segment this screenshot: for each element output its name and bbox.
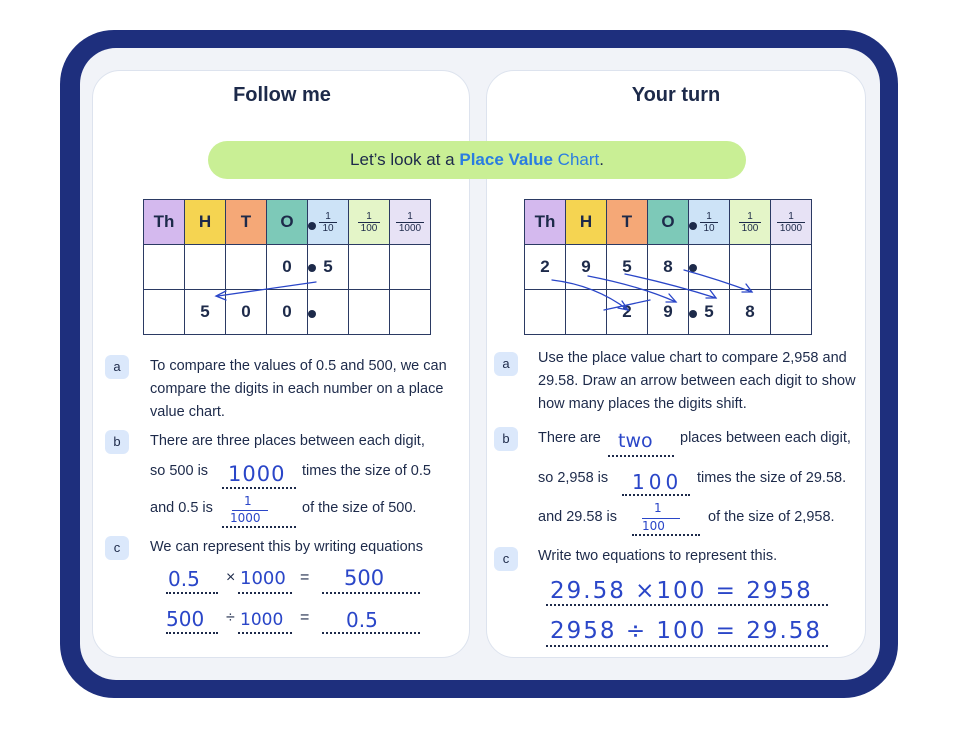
banner-text: Let’s look at a (350, 150, 460, 169)
left-b-line2-post: times the size of 0.5 (302, 463, 431, 479)
right-b-line2-pre: so 2,958 is (538, 470, 609, 486)
left-b-line1: There are three places between each digit, (150, 433, 425, 449)
answer-line (322, 592, 420, 594)
left-eq2-eq: = (300, 609, 310, 626)
decimal-point (308, 310, 316, 318)
header-thousands: Th (144, 200, 185, 245)
answer-line (166, 632, 218, 634)
badge-a: a (105, 355, 129, 379)
table-cell (226, 245, 267, 290)
header-hundredths: $\frac{1}{100}$ (730, 200, 771, 245)
answer-line (322, 632, 420, 634)
table-cell (185, 245, 226, 290)
right-b-answer-places: two (618, 430, 653, 452)
banner-chart: Chart (552, 150, 600, 169)
table-cell: 0 (226, 290, 267, 335)
right-eq1: 29.58 ×100 = 2958 (550, 578, 813, 604)
header-tenths: $\frac{1}{10}$ (689, 200, 730, 245)
header-ones: O (267, 200, 308, 245)
left-b-answer-fraction-num: 1 (244, 494, 252, 508)
follow-me-heading: Follow me (233, 84, 331, 106)
left-eq2-a: 500 (166, 607, 205, 631)
table-cell (390, 245, 431, 290)
header-ones: O (648, 200, 689, 245)
left-eq1-a: 0.5 (168, 567, 200, 591)
badge-b: b (105, 430, 129, 454)
right-question-a: Use the place value chart to compare 2,958 and 29.58. Draw an arrow between each digit to show how many places the digits shift. (538, 350, 856, 412)
decimal-point (689, 310, 697, 318)
answer-line (238, 632, 292, 634)
decimal-point (689, 222, 697, 230)
left-b-line3-pre: and 0.5 is (150, 500, 213, 516)
answer-line (222, 487, 296, 489)
badge-a: a (494, 352, 518, 376)
your-turn-heading: Your turn (631, 84, 721, 106)
header-hundreds: H (566, 200, 607, 245)
table-cell: 0 (267, 245, 308, 290)
decimal-point (308, 222, 316, 230)
table-cell: 8 (730, 290, 771, 335)
table-cell (730, 245, 771, 290)
right-b-line1-pre: There are (538, 430, 601, 446)
left-place-value-table (143, 199, 431, 335)
table-cell (349, 245, 390, 290)
right-question-c: Write two equations to represent this. (538, 548, 778, 564)
decimal-point (308, 264, 316, 272)
banner (208, 141, 746, 179)
answer-line (632, 534, 700, 536)
left-eq2-b: 1000 (240, 610, 284, 630)
table-cell: 9 (566, 245, 607, 290)
left-question-a: To compare the values of 0.5 and 500, we can compare the digits in each number on a place value chart. (150, 358, 447, 420)
table-cell: 5 (308, 245, 349, 290)
left-eq1-b: 1000 (240, 568, 286, 589)
header-tens: T (226, 200, 267, 245)
table-row (525, 290, 812, 335)
header-thousandths: $\frac{1}{1000}$ (771, 200, 812, 245)
table-cell (566, 290, 607, 335)
table-cell (525, 290, 566, 335)
table-cell: 5 (185, 290, 226, 335)
left-b-answer-times: 1000 (228, 462, 286, 486)
table-cell: 2 (607, 290, 648, 335)
header-hundredths: $\frac{1}{100}$ (349, 200, 390, 245)
left-b-line2-pre: so 500 is (150, 463, 209, 479)
table-cell: 5 (689, 290, 730, 335)
right-b-line3-pre: and 29.58 is (538, 509, 618, 525)
table-cell: 9 (648, 290, 689, 335)
answer-line (238, 592, 292, 594)
left-eq1-eq: = (300, 569, 310, 586)
left-eq2-result: 0.5 (346, 608, 378, 632)
left-b-answer-fraction-den: 1000 (230, 511, 261, 525)
table-row (525, 245, 812, 290)
header-thousandths: $\frac{1}{1000}$ (390, 200, 431, 245)
left-eq1-op: × (226, 569, 236, 586)
banner-period: . (599, 150, 604, 169)
table-cell (349, 290, 390, 335)
answer-line (622, 494, 690, 496)
header-tens: T (607, 200, 648, 245)
table-row (144, 245, 431, 290)
badge-b: b (494, 427, 518, 451)
header-tenths: $\frac{1}{10}$ (308, 200, 349, 245)
header-thousands: Th (525, 200, 566, 245)
right-eq2: 2958 ÷ 100 = 29.58 (550, 618, 823, 644)
table-cell (771, 290, 812, 335)
answer-line (166, 592, 218, 594)
left-eq1-result: 500 (344, 566, 385, 590)
table-cell: 0 (267, 290, 308, 335)
banner-place-value: Place Value (459, 150, 553, 169)
right-b-answer-fraction-den: 100 (642, 519, 665, 533)
left-b-line3-post: of the size of 500. (302, 500, 417, 516)
table-cell: 2 (525, 245, 566, 290)
answer-line (222, 526, 296, 528)
badge-c: c (105, 536, 129, 560)
right-b-line1-post: places between each digit, (680, 430, 851, 446)
table-header-row (525, 200, 812, 245)
answer-line (608, 455, 674, 457)
table-cell (390, 290, 431, 335)
right-b-answer-fraction-num: 1 (654, 501, 662, 515)
header-hundreds: H (185, 200, 226, 245)
table-cell (144, 290, 185, 335)
table-header-row (144, 200, 431, 245)
table-cell (771, 245, 812, 290)
answer-line (546, 604, 828, 606)
answer-line (546, 645, 828, 647)
right-b-line3-post: of the size of 2,958. (708, 509, 835, 525)
right-b-answer-times: 100 (632, 470, 683, 494)
right-b-line2-post: times the size of 29.58. (697, 470, 847, 486)
table-cell (144, 245, 185, 290)
left-question-c: We can represent this by writing equations (150, 539, 423, 555)
table-row (144, 290, 431, 335)
table-cell: 5 (607, 245, 648, 290)
badge-c: c (494, 547, 518, 571)
table-cell: 8 (648, 245, 689, 290)
right-place-value-table (524, 199, 812, 335)
left-eq2-op: ÷ (226, 609, 235, 626)
decimal-point (689, 264, 697, 272)
